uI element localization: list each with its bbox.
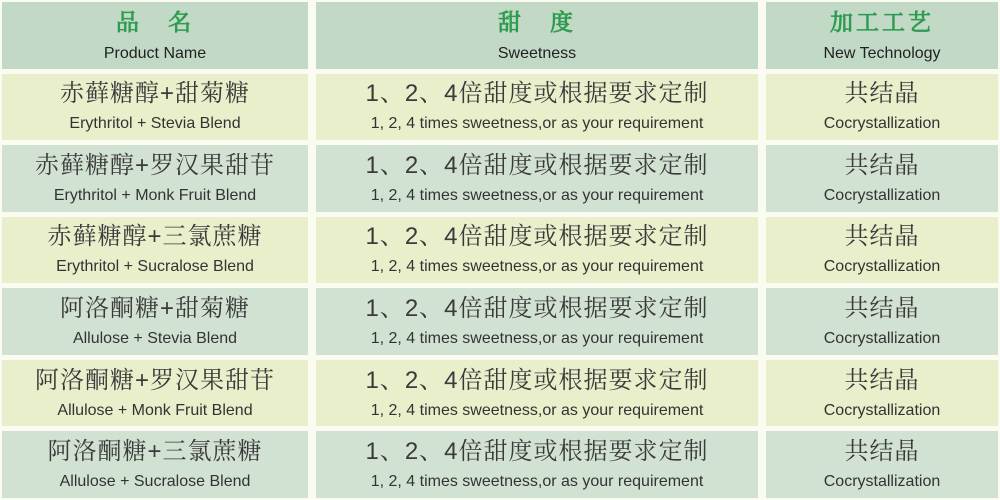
sweetness-zh: 1、2、4倍甜度或根据要求定制 xyxy=(365,438,709,466)
product-name-en: Allulose + Sucralose Blend xyxy=(59,473,251,491)
technology-en: Cocrystallization xyxy=(823,401,941,419)
sweetness-en: 1, 2, 4 times sweetness,or as your requirement xyxy=(370,401,704,419)
technology-en: Cocrystallization xyxy=(823,258,941,276)
sweetness-cell xyxy=(316,217,758,284)
sweetness-en: 1, 2, 4 times sweetness,or as your requirement xyxy=(370,115,704,133)
technology-cell xyxy=(766,74,998,141)
product-name-en: Erythritol + Monk Fruit Blend xyxy=(53,186,257,204)
header-cell-sweetness xyxy=(316,2,758,69)
sweetness-cell xyxy=(316,74,758,141)
header-sweetness-en: Sweetness xyxy=(497,44,577,62)
sweetness-en: 1, 2, 4 times sweetness,or as your requirement xyxy=(370,258,704,276)
sweetness-zh: 1、2、4倍甜度或根据要求定制 xyxy=(365,295,709,323)
technology-zh: 共结晶 xyxy=(844,366,920,394)
product-name-en: Erythritol + Stevia Blend xyxy=(69,115,241,133)
sweetness-zh: 1、2、4倍甜度或根据要求定制 xyxy=(365,151,709,179)
header-product-name-en: Product Name xyxy=(103,44,207,62)
header-cell-product-name xyxy=(2,2,308,69)
product-name-zh: 赤藓糖醇+甜菊糖 xyxy=(59,80,250,108)
sweetness-zh: 1、2、4倍甜度或根据要求定制 xyxy=(365,80,709,108)
technology-zh: 共结晶 xyxy=(844,80,920,108)
product-name-en: Erythritol + Sucralose Blend xyxy=(56,258,254,276)
technology-cell xyxy=(766,288,998,355)
technology-en: Cocrystallization xyxy=(823,115,941,133)
technology-zh: 共结晶 xyxy=(844,151,920,179)
technology-cell xyxy=(766,360,998,427)
product-cell xyxy=(2,431,308,498)
product-cell xyxy=(2,145,308,212)
sweetness-cell xyxy=(316,431,758,498)
sweetness-cell xyxy=(316,360,758,427)
technology-zh: 共结晶 xyxy=(844,295,920,323)
product-name-zh: 赤藓糖醇+三氯蔗糖 xyxy=(47,223,263,251)
technology-cell xyxy=(766,217,998,284)
header-cell-technology xyxy=(766,2,998,69)
header-technology-en: New Technology xyxy=(823,44,941,62)
header-product-name-zh: 品 名 xyxy=(116,8,194,35)
product-name-en: Allulose + Monk Fruit Blend xyxy=(57,401,253,419)
technology-zh: 共结晶 xyxy=(844,223,920,251)
technology-en: Cocrystallization xyxy=(823,330,941,348)
sweetness-cell xyxy=(316,288,758,355)
sweetness-cell xyxy=(316,145,758,212)
product-name-zh: 阿洛酮糖+甜菊糖 xyxy=(59,295,250,323)
technology-zh: 共结晶 xyxy=(844,438,920,466)
sweetness-zh: 1、2、4倍甜度或根据要求定制 xyxy=(365,366,709,394)
header-technology-zh: 加工工艺 xyxy=(830,8,934,35)
technology-en: Cocrystallization xyxy=(823,473,941,491)
product-name-en: Allulose + Stevia Blend xyxy=(72,330,238,348)
technology-cell xyxy=(766,145,998,212)
product-cell xyxy=(2,360,308,427)
sweetness-en: 1, 2, 4 times sweetness,or as your requirement xyxy=(370,186,704,204)
header-sweetness-zh: 甜 度 xyxy=(498,8,576,35)
product-name-zh: 赤藓糖醇+罗汉果甜苷 xyxy=(34,151,275,179)
technology-cell xyxy=(766,431,998,498)
product-cell xyxy=(2,217,308,284)
product-name-zh: 阿洛酮糖+罗汉果甜苷 xyxy=(34,366,275,394)
product-cell xyxy=(2,288,308,355)
sweetness-en: 1, 2, 4 times sweetness,or as your requirement xyxy=(370,473,704,491)
product-name-zh: 阿洛酮糖+三氯蔗糖 xyxy=(47,438,263,466)
technology-en: Cocrystallization xyxy=(823,186,941,204)
sweetness-zh: 1、2、4倍甜度或根据要求定制 xyxy=(365,223,709,251)
product-cell xyxy=(2,74,308,141)
sweetness-en: 1, 2, 4 times sweetness,or as your requirement xyxy=(370,330,704,348)
